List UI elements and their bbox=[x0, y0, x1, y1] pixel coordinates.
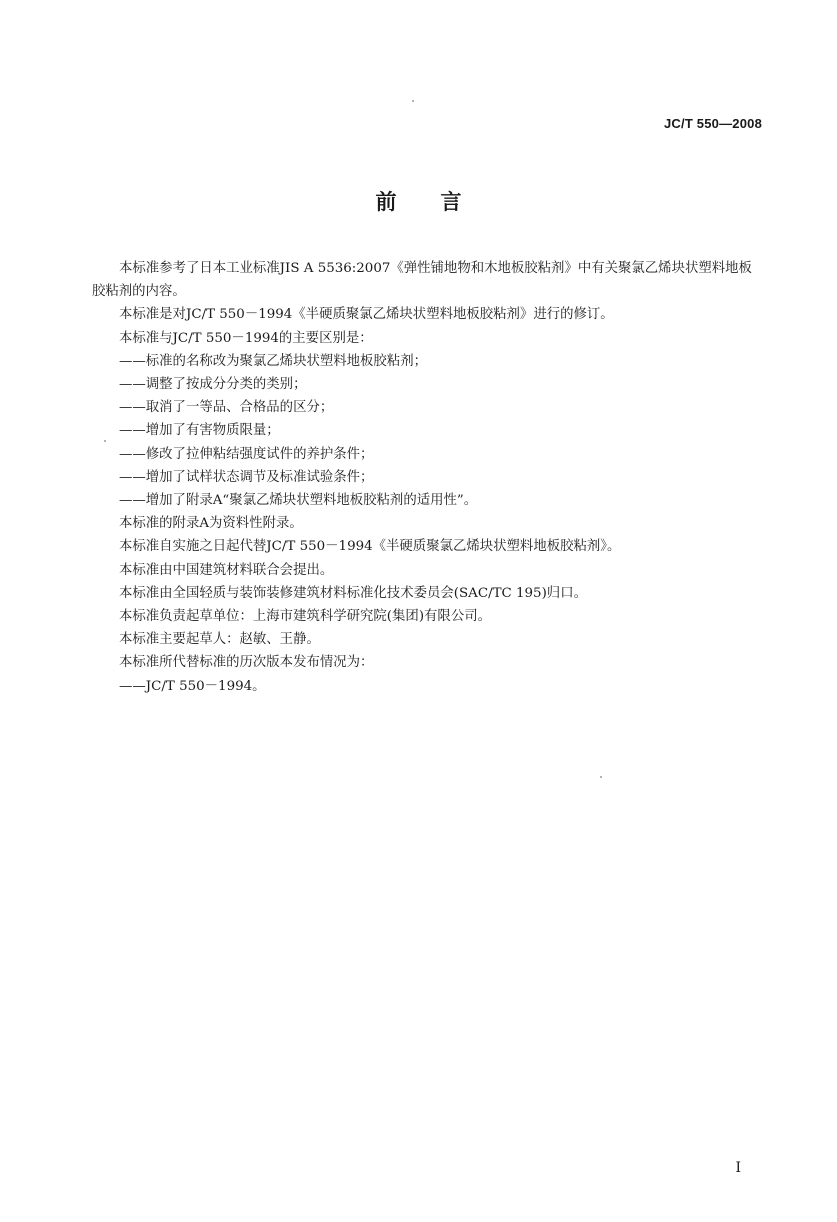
list-item: ——增加了有害物质限量； bbox=[119, 423, 280, 439]
paragraph: 本标准主要起草人：赵敏、王静。 bbox=[119, 632, 320, 648]
paragraph: 本标准负责起草单位：上海市建筑科学研究院(集团)有限公司。 bbox=[119, 609, 491, 625]
section-title: 前言 bbox=[375, 190, 506, 214]
list-item: ——增加了试样状态调节及标准试验条件； bbox=[119, 469, 374, 485]
paragraph: 本标准由中国建筑材料联合会提出。 bbox=[119, 562, 334, 578]
scan-speck bbox=[412, 100, 414, 102]
page-number: I bbox=[735, 1160, 741, 1176]
paragraph: 本标准的附录A为资料性附录。 bbox=[119, 516, 303, 532]
scan-speck bbox=[104, 440, 106, 442]
paragraph: 本标准自实施之日起代替JC/T 550－1994《半硬质聚氯乙烯块状塑料地板胶粘剂》。 bbox=[119, 539, 621, 555]
list-item: ——增加了附录A“聚氯乙烯块状塑料地板胶粘剂的适用性”。 bbox=[119, 493, 478, 509]
list-item: ——JC/T 550－1994。 bbox=[119, 678, 266, 694]
paragraph: 本标准所代替标准的历次版本发布情况为： bbox=[119, 655, 374, 671]
paragraph: 本标准与JC/T 550－1994的主要区别是： bbox=[119, 330, 373, 346]
list-item: ——修改了拉伸粘结强度试件的养护条件； bbox=[119, 446, 374, 462]
list-item: ——取消了一等品、合格品的区分； bbox=[119, 400, 334, 416]
body-text bbox=[92, 257, 764, 698]
list-item: ——标准的名称改为聚氯乙烯块状塑料地板胶粘剂； bbox=[119, 353, 427, 369]
paragraph: 本标准参考了日本工业标准JIS A 5536:2007《弹性铺地物和木地板胶粘剂》中有关聚氯乙烯块状塑料地板胶粘剂的内容。 bbox=[92, 261, 752, 300]
standard-code: JC/T 550—2008 bbox=[664, 116, 762, 131]
list-item: ——调整了按成分分类的类别； bbox=[119, 377, 307, 393]
scan-speck bbox=[600, 776, 602, 778]
paragraph: 本标准由全国轻质与装饰装修建筑材料标准化技术委员会(SAC/TC 195)归口。 bbox=[119, 585, 587, 601]
paragraph: 本标准是对JC/T 550－1994《半硬质聚氯乙烯块状塑料地板胶粘剂》进行的修订。 bbox=[119, 307, 614, 323]
